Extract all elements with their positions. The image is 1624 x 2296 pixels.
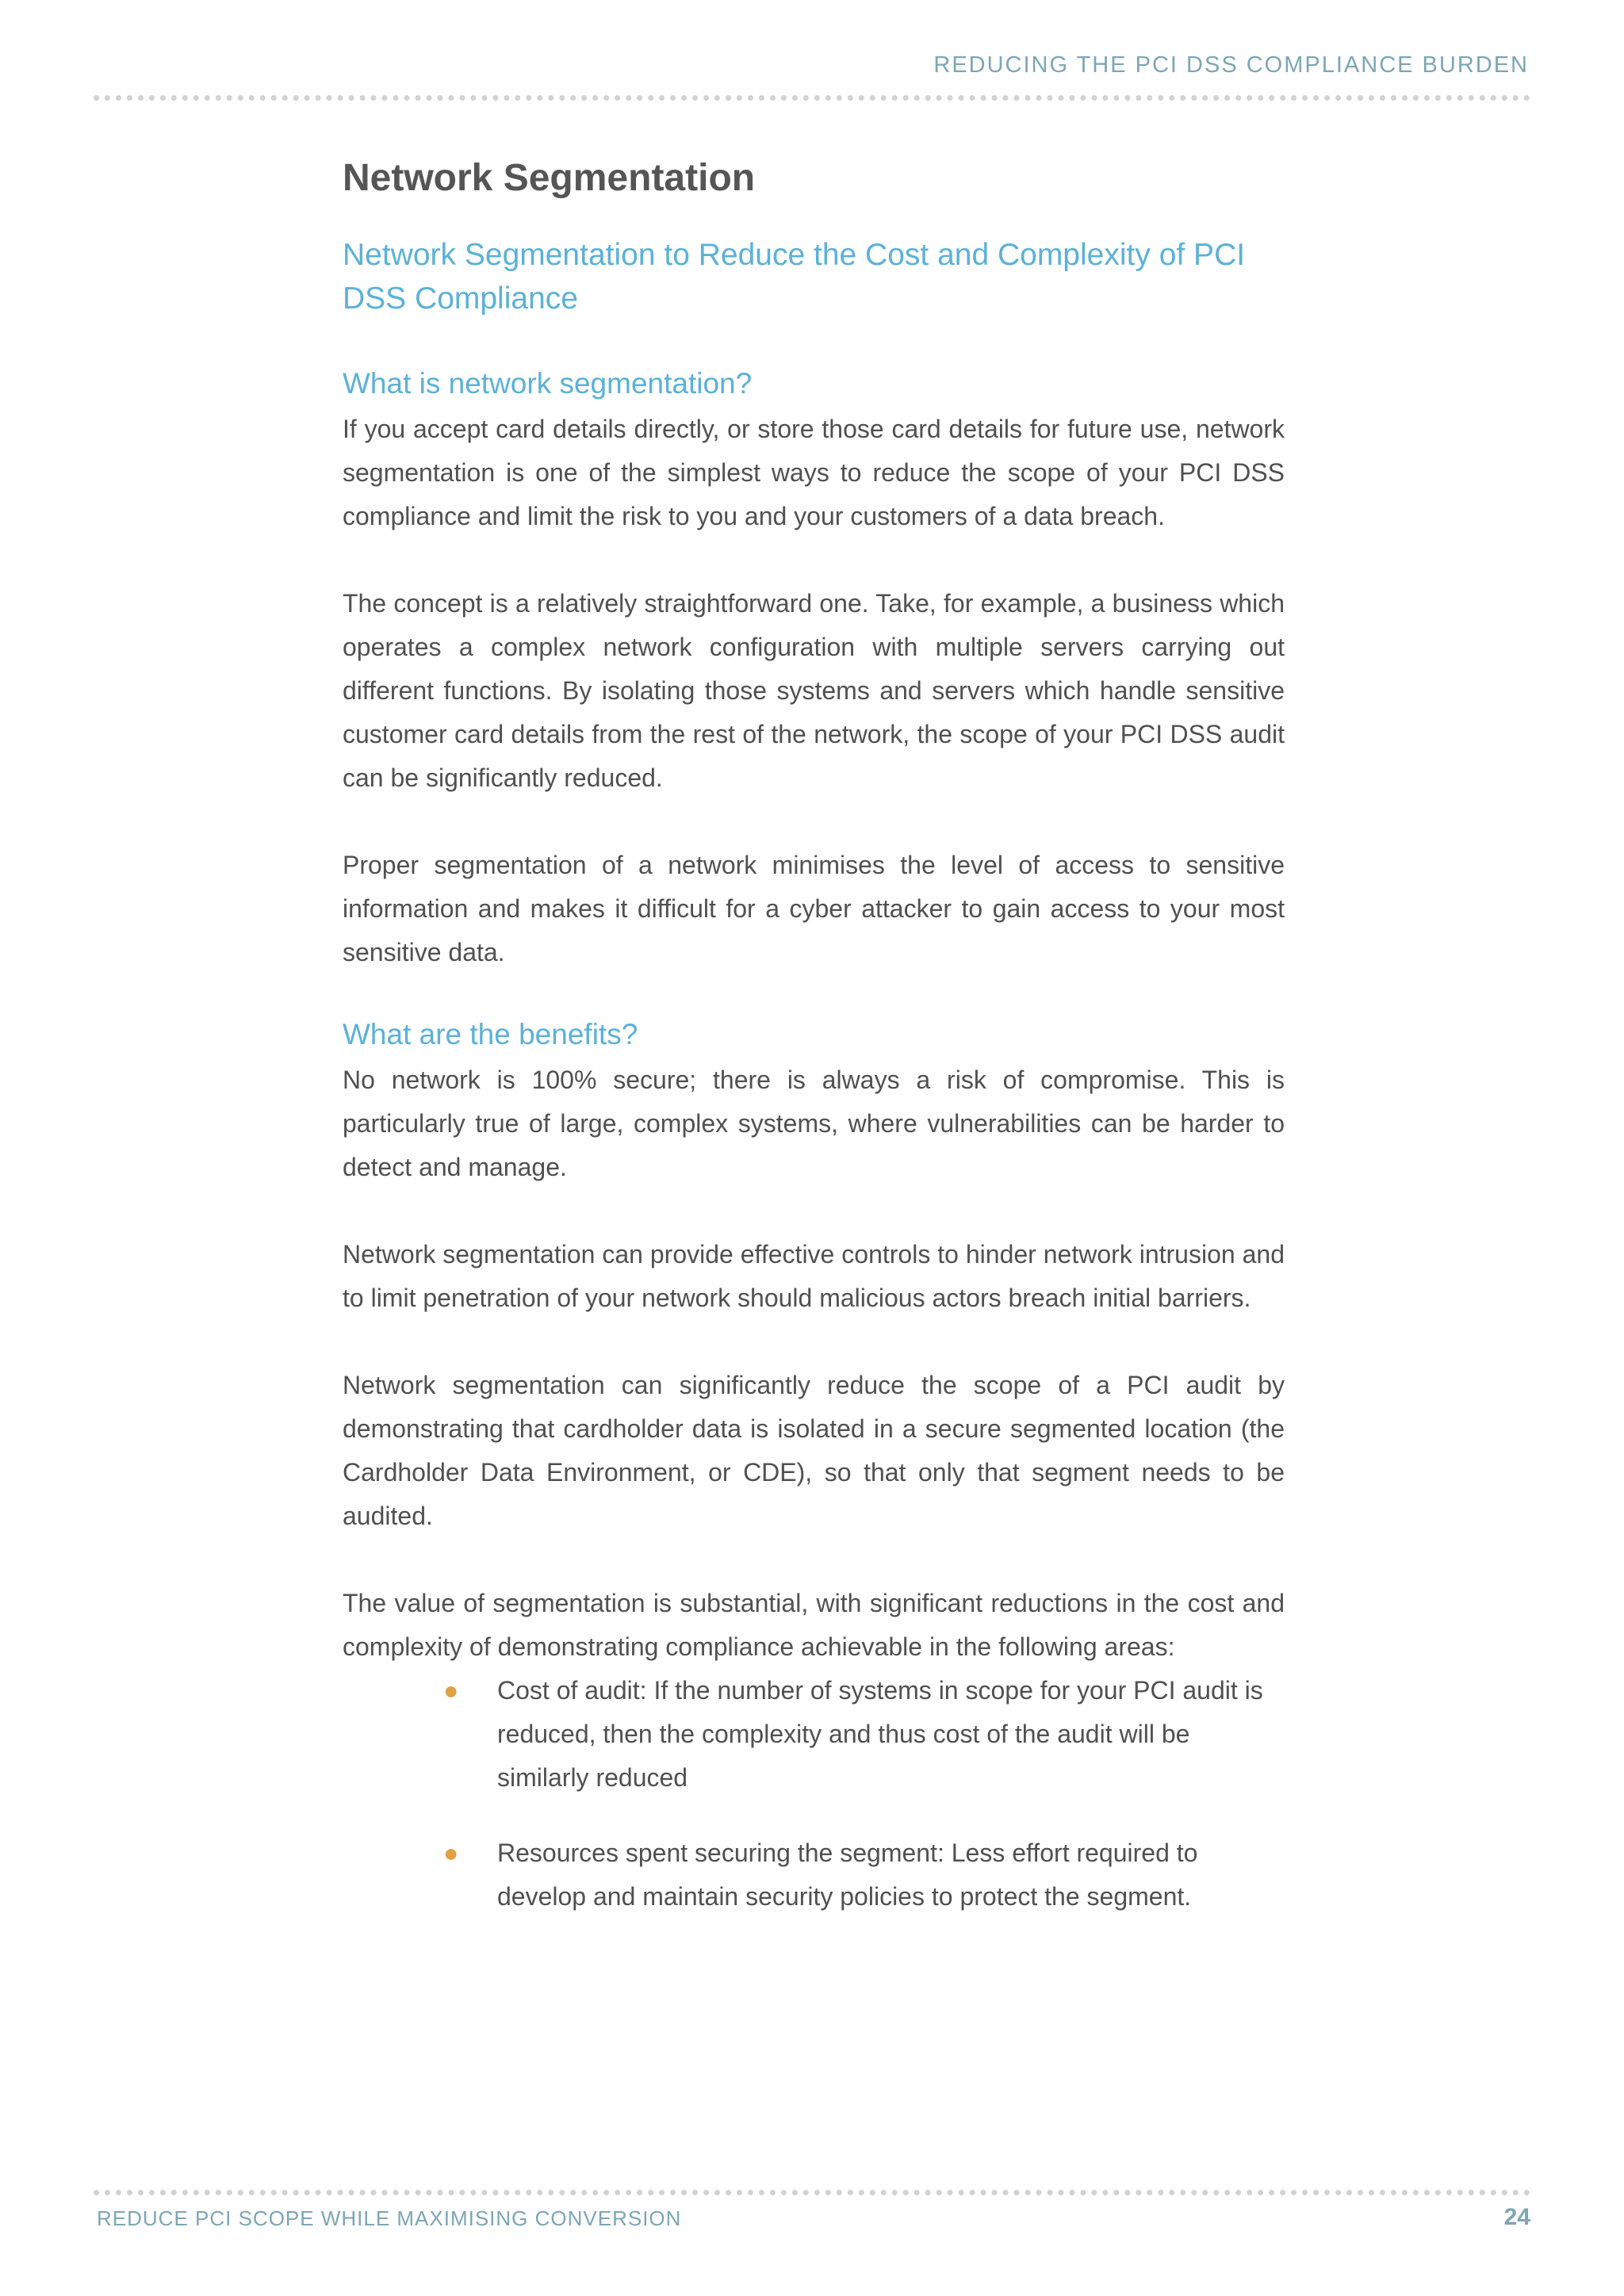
running-header: REDUCING THE PCI DSS COMPLIANCE BURDEN [933, 52, 1529, 78]
section-heading-benefits: What are the benefits? [343, 1017, 638, 1050]
list-item-text: Cost of audit: If the number of systems in scope for your PCI audit is reduced, then the complexity and thus cost of the audit will be similarly reduced [497, 1675, 1263, 1792]
footer-divider [94, 2190, 1530, 2195]
paragraph: Network segmentation can provide effective controls to hinder network intrusion and to limit penetration of your network should malicious actors breach initial barriers. [343, 1239, 1285, 1312]
list-item [443, 1831, 1285, 1919]
paragraph: The value of segmentation is substantial, with significant reductions in the cost and complexity of demonstrating compliance achievable in the following areas: [343, 1588, 1285, 1661]
section-heading-what-is: What is network segmentation? [343, 366, 753, 400]
list-item-text: Resources spent securing the segment: Less effort required to develop and maintain security policies to protect the segment. [497, 1838, 1198, 1911]
paragraph: If you accept card details directly, or store those card details for future use, network segmentation is one of the simplest ways to reduce the scope of your PCI DSS compliance and limit the risk to you and your customers of a data breach. [343, 414, 1285, 530]
page-subtitle: Network Segmentation to Reduce the Cost and Complexity of PCI DSS Compliance [343, 237, 1246, 316]
benefits-list [343, 1669, 1285, 1919]
paragraph: Network segmentation can significantly reduce the scope of a PCI audit by demonstrating that cardholder data is isolated in a secure segmented location (the Cardholder Data Environment, or CDE), so that only that segment needs to be audited. [343, 1370, 1285, 1530]
page-content [343, 155, 1285, 1950]
paragraph: No network is 100% secure; there is always a risk of compromise. This is particularly true of large, complex systems, where vulnerabilities can be harder to detect and manage. [343, 1065, 1285, 1181]
bullet-dot-icon: ● [443, 1675, 459, 1705]
page-title: Network Segmentation [343, 157, 756, 199]
header-divider [94, 95, 1530, 101]
footer-title: REDUCE PCI SCOPE WHILE MAXIMISING CONVERSION [97, 2206, 682, 2230]
paragraph: Proper segmentation of a network minimises the level of access to sensitive information and makes it difficult for a cyber attacker to gain access to your most sensitive data. [343, 850, 1285, 966]
list-item [443, 1669, 1285, 1800]
page-number: 24 [1503, 2204, 1530, 2230]
bullet-dot-icon: ● [443, 1838, 459, 1867]
paragraph: The concept is a relatively straightforward one. Take, for example, a business which operates a complex network configuration with multiple servers carrying out different functions. By isolating those systems and servers which handle sensitive customer card details from the rest of the network, the scope of your PCI DSS audit can be significantly reduced. [343, 588, 1285, 792]
